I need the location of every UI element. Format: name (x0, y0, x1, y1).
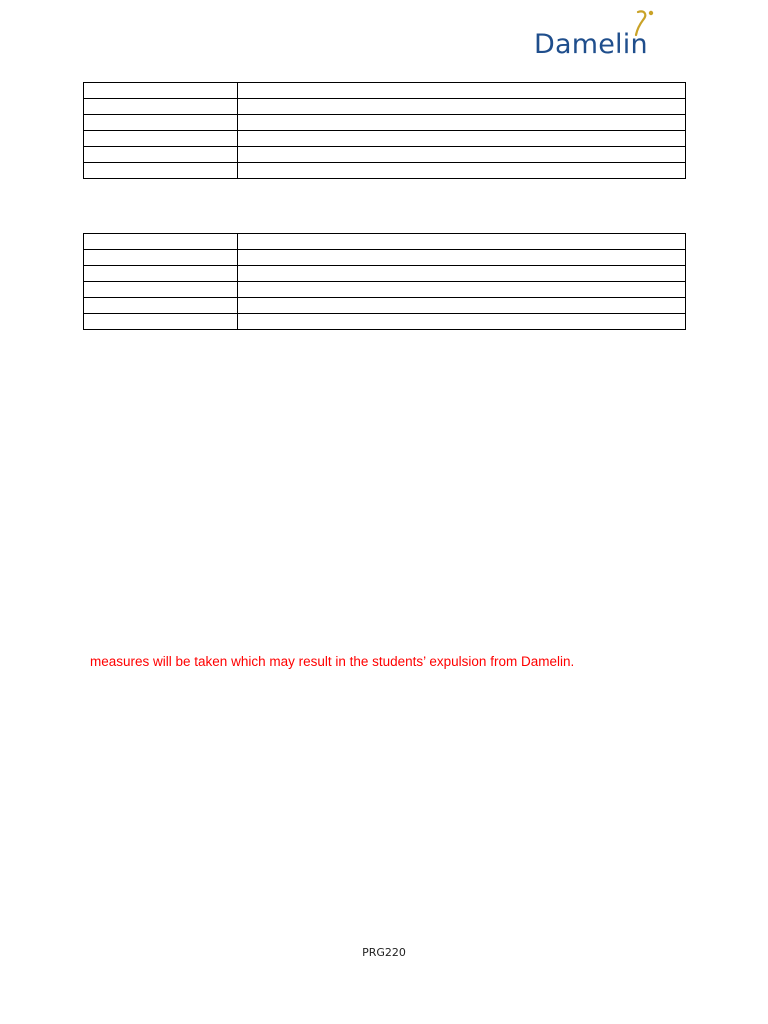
table-cell (84, 282, 238, 298)
table-cell (84, 115, 238, 131)
table-cell (238, 99, 686, 115)
table-cell (238, 147, 686, 163)
table-cell (84, 298, 238, 314)
table-cell (238, 115, 686, 131)
table-cell (238, 266, 686, 282)
info-table-2 (83, 233, 686, 330)
info-table-1 (83, 82, 686, 179)
damelin-logo (532, 8, 682, 60)
table-row (84, 83, 686, 99)
table-cell (84, 131, 238, 147)
table-cell (238, 282, 686, 298)
table-row (84, 314, 686, 330)
table-cell (84, 163, 238, 179)
table-row (84, 282, 686, 298)
table-row (84, 298, 686, 314)
logo-wordmark: Damelin (534, 29, 648, 60)
table-cell (238, 234, 686, 250)
table-cell (84, 234, 238, 250)
table-row (84, 147, 686, 163)
table-cell (238, 250, 686, 266)
table-cell (238, 131, 686, 147)
expulsion-notice: measures will be taken which may result in the students’ expulsion from Damelin. (90, 654, 575, 669)
table-cell (238, 314, 686, 330)
table-row (84, 163, 686, 179)
table-row (84, 115, 686, 131)
table-row (84, 131, 686, 147)
table-cell (238, 298, 686, 314)
table-cell (238, 83, 686, 99)
page-footer: PRG220 (362, 946, 406, 959)
table-row (84, 266, 686, 282)
table-cell (84, 266, 238, 282)
table-cell (84, 83, 238, 99)
table-cell (84, 250, 238, 266)
table-row (84, 234, 686, 250)
table-cell (238, 163, 686, 179)
table-cell (84, 147, 238, 163)
table-cell (84, 99, 238, 115)
table-row (84, 99, 686, 115)
table-cell (84, 314, 238, 330)
table-row (84, 250, 686, 266)
